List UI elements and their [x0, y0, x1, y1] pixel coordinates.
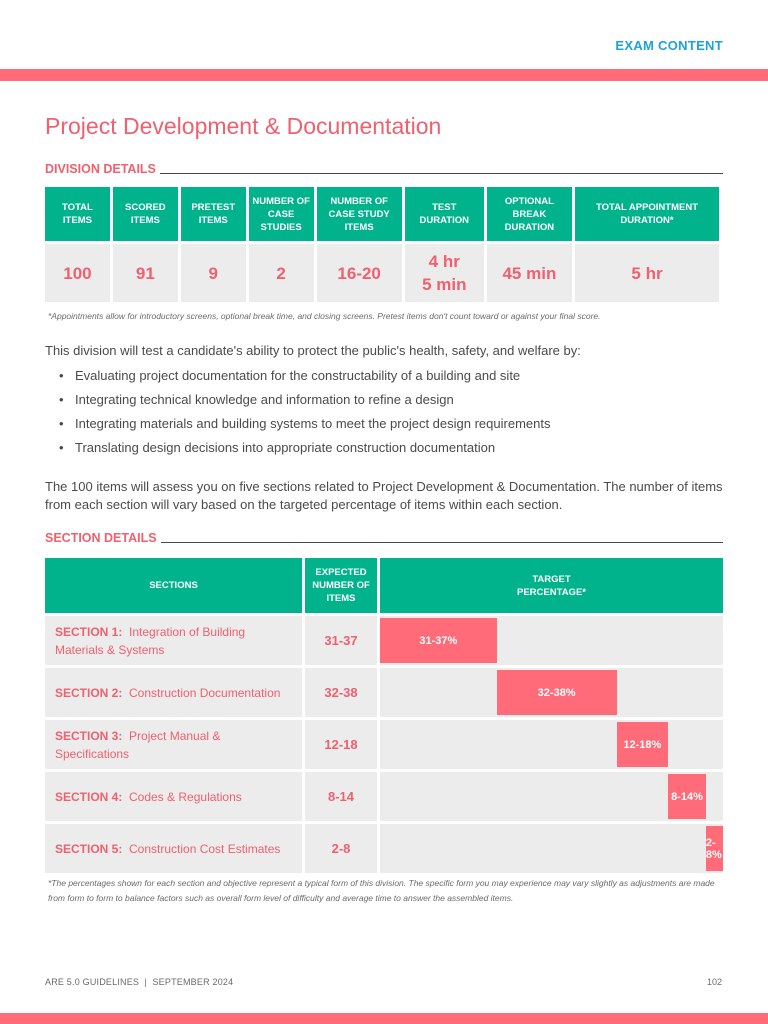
target-bar: 32-38%	[497, 670, 617, 715]
page-title: Project Development & Documentation	[45, 113, 442, 139]
section-label: SECTION 4:	[55, 789, 123, 804]
section-name: Project Manual & Specifications	[55, 728, 221, 761]
section-label: SECTION 5:	[55, 841, 123, 856]
table-header-row	[45, 558, 723, 613]
target-bar: 2-8%	[706, 826, 723, 871]
section-name-cell	[45, 720, 302, 769]
value-break-duration: 45 min	[487, 244, 572, 302]
section-label: SECTION 3:	[55, 728, 123, 743]
col-test-duration: TEST DURATION	[405, 187, 484, 241]
exam-content-label: EXAM CONTENT	[615, 38, 723, 53]
page-number: 102	[706, 977, 722, 987]
col-case-studies: NUMBER OF CASE STUDIES	[249, 187, 314, 241]
section-label: SECTION 2:	[55, 685, 123, 700]
heading-rule	[161, 542, 723, 543]
value-test-duration: 4 hr 5 min	[405, 244, 484, 302]
section-details-label: SECTION DETAILS	[45, 531, 157, 545]
value-case-study-items: 16-20	[317, 244, 402, 302]
section-name-cell	[45, 824, 302, 873]
col-total-items: TOTAL ITEMS	[45, 187, 110, 241]
col-scored-items: SCORED ITEMS	[113, 187, 178, 241]
division-details-table	[42, 184, 722, 305]
col-target: TARGET PERCENTAGE*	[380, 558, 723, 613]
section-name-cell	[45, 772, 302, 821]
col-sections: SECTIONS	[45, 558, 302, 613]
section-name: Integration of Building Materials & Systems	[55, 624, 246, 657]
col-appointment-duration: TOTAL APPOINTMENT DURATION*	[575, 187, 719, 241]
section-label: SECTION 1:	[55, 624, 123, 639]
table-row	[45, 668, 723, 717]
division-details-label: DIVISION DETAILS	[45, 162, 156, 176]
section-name: Codes & Regulations	[129, 789, 242, 804]
list-item: • Integrating materials and building systems to meet the project design requirements	[45, 412, 550, 436]
value-case-studies: 2	[249, 244, 314, 302]
section-name: Construction Cost Estimates	[129, 841, 281, 856]
list-item: • Translating design decisions into appropriate construction documentation	[45, 436, 550, 460]
section-name-cell	[45, 668, 302, 717]
target-bar-track	[380, 772, 723, 821]
expected-items: 2-8	[305, 824, 377, 873]
target-bar: 31-37%	[380, 618, 497, 663]
table-row	[45, 772, 723, 821]
objectives-list	[45, 364, 550, 460]
table-row	[45, 720, 723, 769]
target-bar-track	[380, 720, 723, 769]
section-name-cell	[45, 616, 302, 665]
list-item: • Evaluating project documentation for the constructability of a building and site	[45, 364, 550, 388]
table-row	[45, 824, 723, 873]
division-details-heading	[45, 162, 723, 176]
target-bar-track	[380, 668, 723, 717]
col-pretest-items: PRETEST ITEMS	[181, 187, 246, 241]
sections-paragraph: The 100 items will assess you on five sections related to Project Development & Documentation. The number of items from each section will vary based on the targeted percentage of items within each section.	[45, 479, 723, 512]
expected-items: 8-14	[305, 772, 377, 821]
intro-text: This division will test a candidate's ability to protect the public's health, safety, and welfare by:	[45, 343, 581, 358]
value-scored-items: 91	[113, 244, 178, 302]
list-item: • Integrating technical knowledge and information to refine a design	[45, 388, 550, 412]
section-name: Construction Documentation	[129, 685, 281, 700]
value-total-items: 100	[45, 244, 110, 302]
expected-items: 31-37	[305, 616, 377, 665]
target-bar: 12-18%	[617, 722, 668, 767]
col-break-duration: OPTIONAL BREAK DURATION	[487, 187, 572, 241]
section-details-table	[45, 558, 723, 873]
target-bar: 8-14%	[668, 774, 706, 819]
expected-items: 12-18	[305, 720, 377, 769]
target-bar-track	[380, 824, 723, 873]
bottom-accent-bar	[0, 1013, 768, 1024]
section-details-heading	[45, 531, 723, 545]
top-accent-bar	[0, 69, 768, 81]
footer-guidelines: ARE 5.0 GUIDELINES | SEPTEMBER 2024	[45, 977, 234, 987]
col-expected: EXPECTED NUMBER OF ITEMS	[305, 558, 377, 613]
heading-rule	[160, 173, 723, 174]
expected-items: 32-38	[305, 668, 377, 717]
table-row	[45, 616, 723, 665]
section-footnote: *The percentages shown for each section and objective represent a typical form of this division. The specific form you may experience may vary slightly as adjustments are made from form to form to balance factors such as overall form level of difficulty and average time to answer the assembled items.	[48, 878, 715, 903]
col-case-study-items: NUMBER OF CASE STUDY ITEMS	[317, 187, 402, 241]
target-bar-track	[380, 616, 723, 665]
division-footnote: *Appointments allow for introductory screens, optional break time, and closing screens. Pretest items don't count toward or against your final score.	[48, 311, 601, 321]
value-pretest-items: 9	[181, 244, 246, 302]
value-appointment-duration: 5 hr	[575, 244, 719, 302]
